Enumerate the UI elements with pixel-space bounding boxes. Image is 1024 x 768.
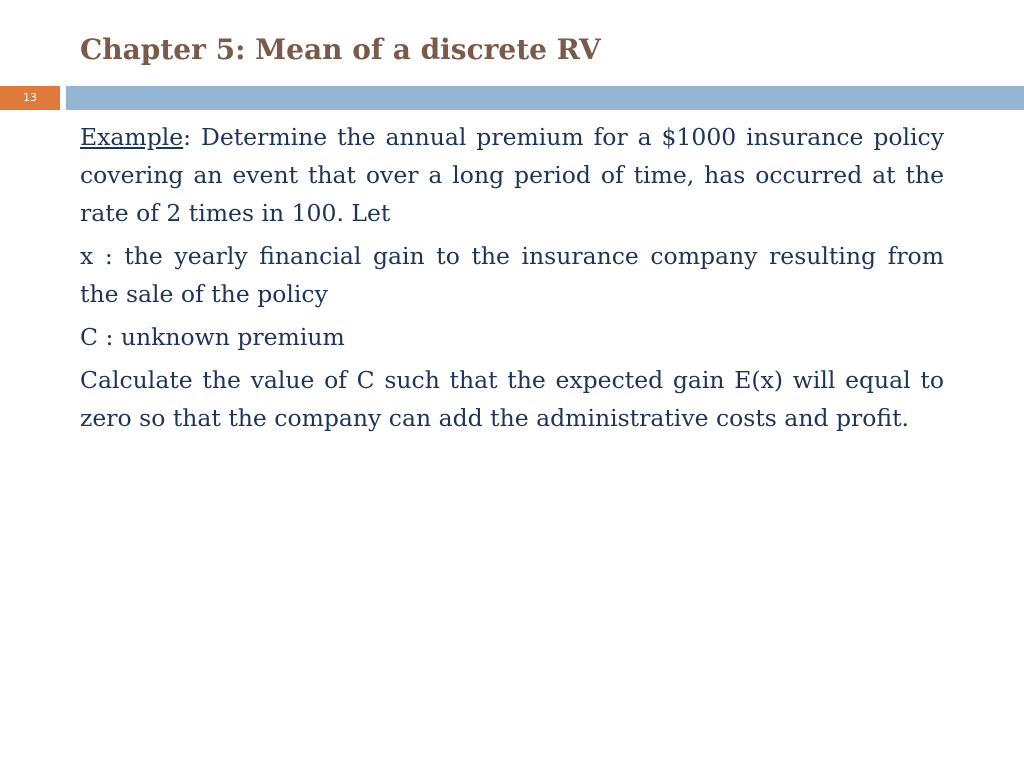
task-paragraph: Calculate the value of C such that the expected gain E(x) will equal to zero so that the company can add the administrative costs and profit.: [80, 366, 944, 432]
example-label: Example: [80, 123, 184, 151]
example-colon: :: [183, 123, 192, 151]
slide-content: [80, 118, 944, 442]
slide-title: Chapter 5: Mean of a discrete RV: [80, 33, 601, 66]
x-definition: x : the yearly financial gain to the insurance company resulting from the sale of the policy: [80, 242, 944, 308]
example-paragraph: [80, 118, 944, 232]
slide-number-badge: 13: [0, 86, 60, 110]
c-definition: C : unknown premium: [80, 323, 345, 351]
header-bar: [66, 86, 1024, 110]
example-text: Determine the annual premium for a $1000 insurance policy covering an event that over a long period of time, has occurred at the rate of 2 times in 100. Let: [80, 123, 944, 227]
